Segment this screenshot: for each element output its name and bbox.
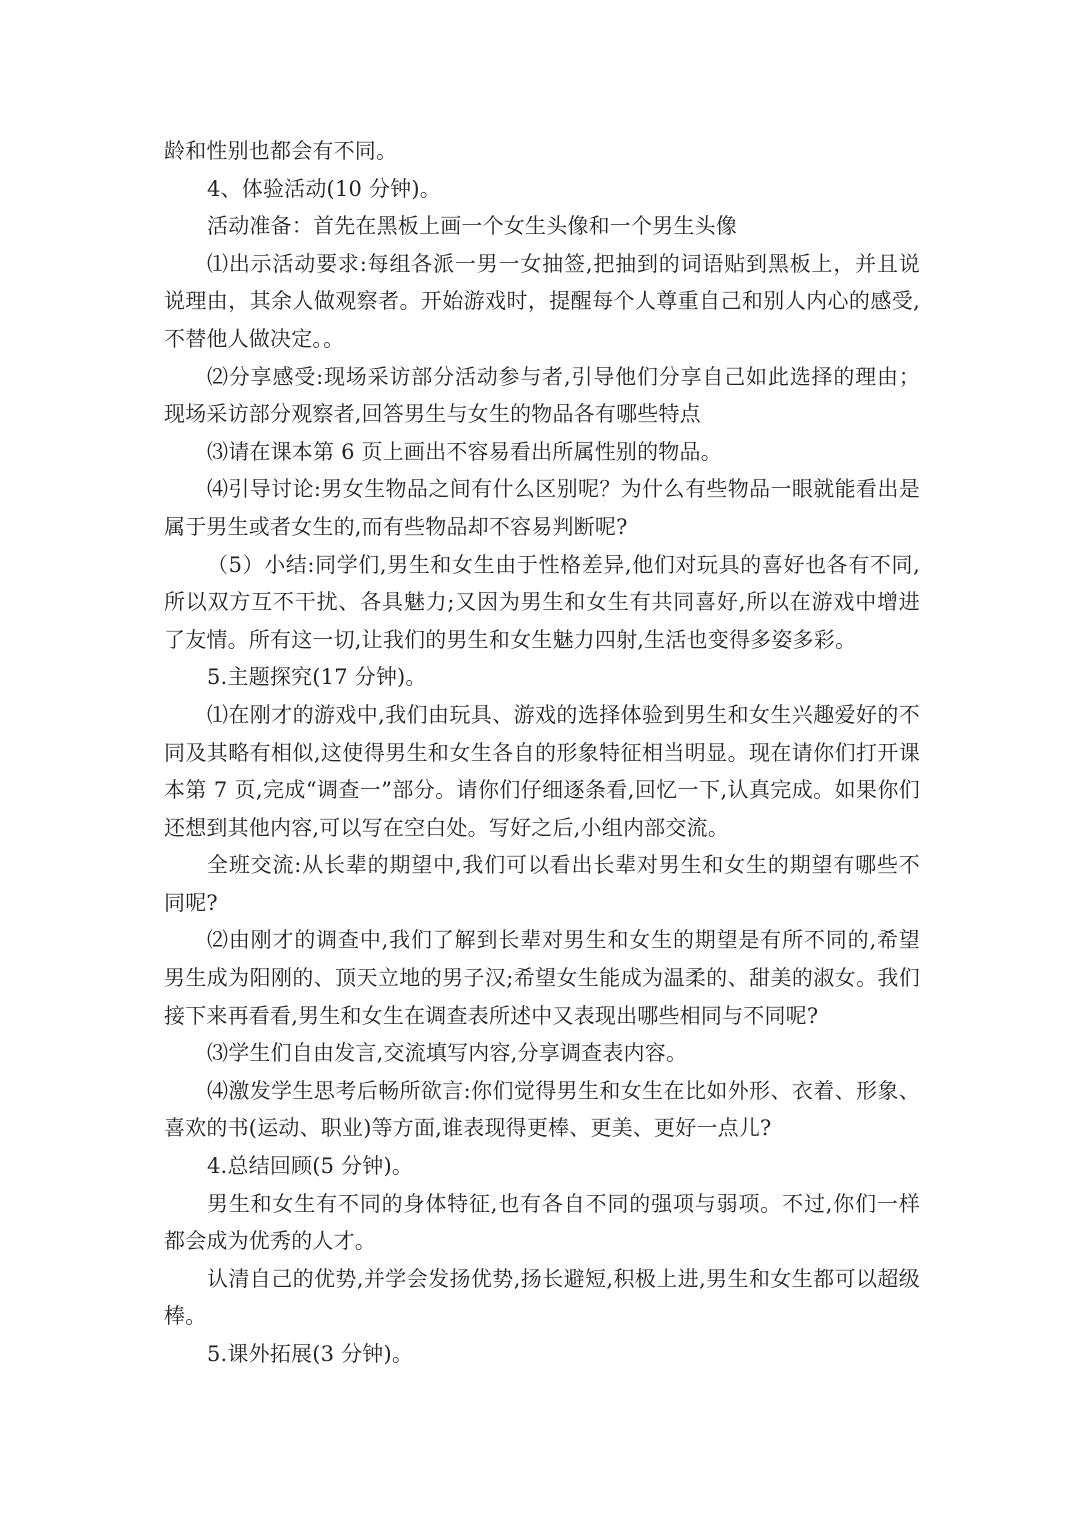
paragraph-step-5-summary: （5）小结:同学们,男生和女生由于性格差异,他们对玩具的喜好也各有不同,所以双方互不干扰、各具魅力;又因为男生和女生有共同喜好,所以在游戏中增进了友情。所有这一切,让我们的男生和女生魅力四射,生活也变得多姿多彩。 <box>164 552 920 652</box>
section-heading-extension: 5.课外拓展(3 分钟)。 <box>207 1342 414 1366</box>
paragraph-summary-1: 男生和女生有不同的身体特征,也有各自不同的强项与弱项。不过,你们一样都会成为优秀的人才。 <box>164 1191 920 1254</box>
paragraph-step-3: ⑶请在课本第 6 页上画出不容易看出所属性别的物品。 <box>207 439 722 464</box>
paragraph-activity-preparation: 活动准备：首先在黑板上画一个女生头像和一个男生头像 <box>207 214 737 239</box>
section-heading-summary-review: 4.总结回顾(5 分钟)。 <box>207 1154 414 1179</box>
paragraph-continuation: 龄和性别也都会有不同。 <box>164 139 398 163</box>
paragraph-step-1: ⑴出示活动要求:每组各派一男一女抽签,把抽到的词语贴到黑板上，并且说说理由，其余人做观察者。开始游戏时，提醒每个人尊重自己和别人内心的感受,不替他人做决定。。 <box>164 251 920 351</box>
paragraph-inquiry-4: ⑷激发学生思考后畅所欲言:你们觉得男生和女生在比如外形、衣着、形象、喜欢的书(运动、职业)等方面,谁表现得更棒、更美、更好一点儿? <box>164 1078 920 1141</box>
paragraph-inquiry-1: ⑴在刚才的游戏中,我们由玩具、游戏的选择体验到男生和女生兴趣爱好的不同及其略有相似,这使得男生和女生各自的形象特征相当明显。现在请你们打开课本第 7 页,完成“调查一”部分。请你们仔细逐条看,回忆一下,认真完成。如果你们还想到其他内容,可以写在空白处。写好之后,小组内部交流。 <box>164 702 920 840</box>
section-heading-experience-activity: 4、体验活动(10 分钟)。 <box>207 176 441 201</box>
paragraph-class-exchange: 全班交流:从长辈的期望中,我们可以看出长辈对男生和女生的期望有哪些不同呢? <box>164 853 920 915</box>
section-heading-theme-inquiry: 5.主题探究(17 分钟)。 <box>207 665 427 690</box>
paragraph-step-4: ⑷引导讨论:男女生物品之间有什么区别呢？为什么有些物品一眼就能看出是属于男生或者女生的,而有些物品却不容易判断呢? <box>164 477 920 539</box>
paragraph-inquiry-3: ⑶学生们自由发言,交流填写内容,分享调查表内容。 <box>207 1041 688 1066</box>
document-body <box>164 133 920 1374</box>
paragraph-summary-2: 认清自己的优势,并学会发扬优势,扬长避短,积极上进,男生和女生都可以超级棒。 <box>164 1266 920 1329</box>
paragraph-inquiry-2: ⑵由刚才的调查中,我们了解到长辈对男生和女生的期望是有所不同的,希望男生成为阳刚的、顶天立地的男子汉;希望女生能成为温柔的、甜美的淑女。我们接下来再看看,男生和女生在调查表所述中又表现出哪些相同与不同呢? <box>164 928 920 1028</box>
paragraph-step-2: ⑵分享感受:现场采访部分活动参与者,引导他们分享自己如此选择的理由；现场采访部分观察者,回答男生与女生的物品各有哪些特点 <box>164 364 920 427</box>
